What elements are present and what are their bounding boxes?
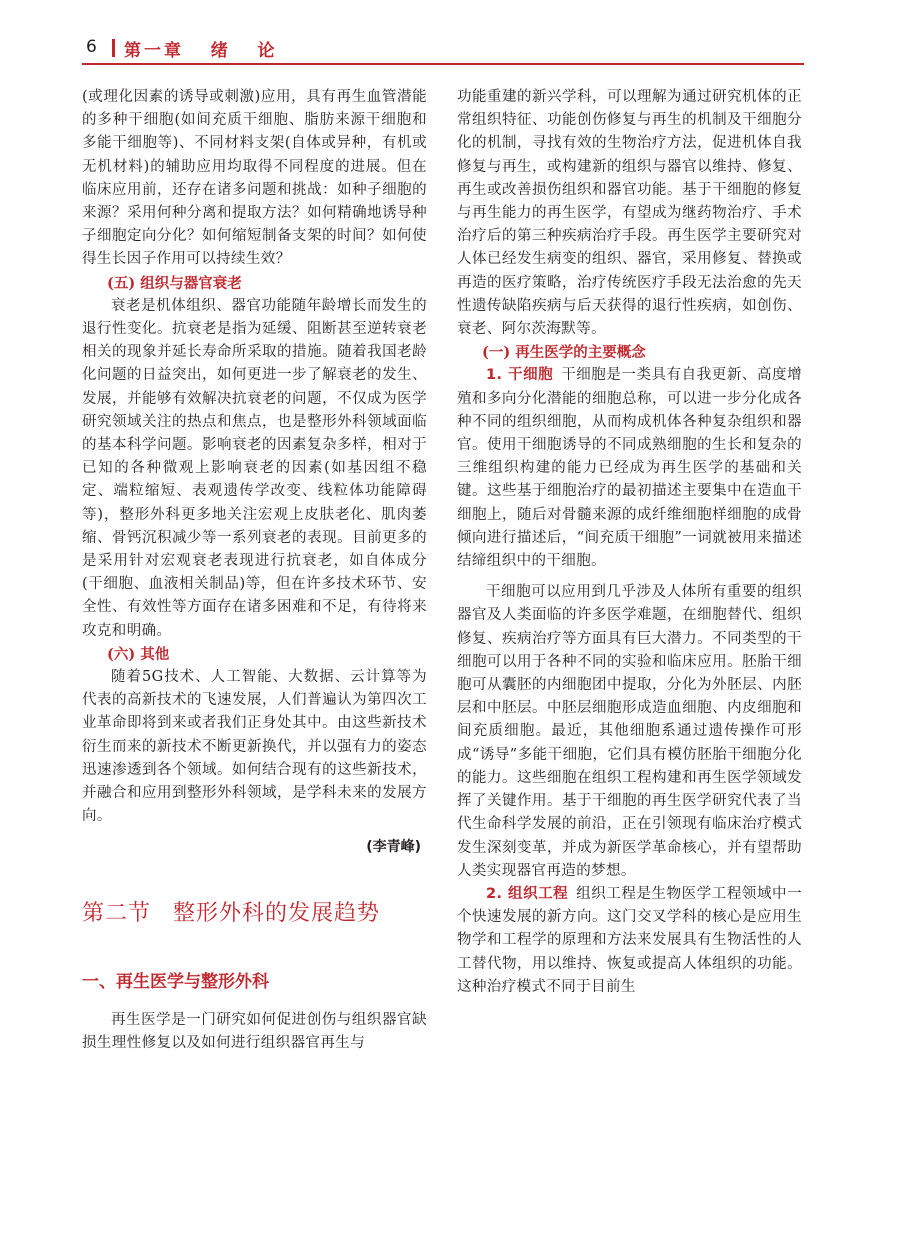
page-header xyxy=(82,30,804,66)
section-title: 整形外科的发展趋势 xyxy=(173,900,381,926)
paragraph: 随着5G技术、人工智能、大数据、云计算等为代表的高新技术的飞速发展，人们普遍认为第四次工业革命即将到来或者我们正身处其中。由这些新技术衍生而来的新技术不断更新换代，并以强有力的姿态迅速渗透到各个领域。如何结合现有的这些新技术，并融合和应用到整形外科领域，是学科未来的发展方向。 xyxy=(82,669,427,825)
subheading-main-concepts: (一) 再生医学的主要概念 xyxy=(482,344,646,362)
heading-regenerative-medicine: 一、再生医学与整形外科 xyxy=(82,971,269,992)
paragraph-text: 组织工程是生物医学工程领域中一个快速发展的新方向。这门交叉学科的核心是应用生物学和工程学的原理和方法来发展具有生物活性的人工替代物，用以维持、恢复或提高人体组织的功能。这种治疗模式不同于目前生 xyxy=(457,885,802,995)
paragraph: (或理化因素的诱导或刺激)应用，具有再生血管潜能的多种干细胞(如间充质干细胞、脂肪来源干细胞和多能干细胞等)、不同材料支架(自体或异种，有机或无机材料)的辅助应用均取得不同程度的进展。但在临床应用前，还存在诸多问题和挑战：如种子细胞的来源？采用何种分离和提取方法？如何精确地诱导种子细胞定向分化？如何缩短制备支架的时间？如何使得生长因子作用可以持续生效？ xyxy=(82,89,427,268)
header-rule xyxy=(82,63,804,65)
term-tissue-engineering: 2. 组织工程 xyxy=(486,885,569,902)
section-number: 第二节 xyxy=(82,900,152,926)
chapter-title: 第一章 绪 论 xyxy=(124,41,278,61)
page-number: 6 xyxy=(86,37,97,57)
subheading-aging: (五) 组织与器官衰老 xyxy=(107,274,242,292)
section-heading xyxy=(82,899,427,929)
paragraph-stem-cells xyxy=(457,364,802,573)
paragraph: 干细胞可以应用到几乎涉及人体所有重要的组织器官及人类面临的许多医学难题，在细胞替代、组织修复、疾病治疗等方面具有巨大潜力。不同类型的干细胞可以用于各种不同的实验和临床应用。胚胎干细胞可从囊胚的内细胞团中提取，分化为外胚层、内胚层和中胚层。中胚层细胞形成造血细胞、内皮细胞和间充质细胞。最近，其他细胞系通过遗传操作可形成“诱导”多能干细胞，它们具有模仿胚胎干细胞分化的能力。这些细胞在组织工程构建和再生医学领域发挥了关键作用。基于干细胞的再生医学研究代表了当代生命科学发展的前沿，正在引领现有临床治疗模式发生深刻变革，并成为新医学革命核心，并有望帮助人类实现器官再造的梦想。 xyxy=(457,584,802,879)
paragraph: 再生医学是一门研究如何促进创伤与组织器官缺损生理性修复以及如何进行组织器官再生与 xyxy=(82,1011,427,1051)
subheading-other: (六) 其他 xyxy=(107,645,170,663)
author-credit: (李青峰) xyxy=(366,838,421,855)
term-stem-cells: 1. 干细胞 xyxy=(486,367,554,384)
paragraph: 功能重建的新兴学科，可以理解为通过研究机体的正常组织特征、功能创伤修复与再生的机制及干细胞分化的机制，寻找有效的生物治疗方法，促进机体自我修复与再生，或构建新的组织与器官以维持、修复、再生或改善损伤组织和器官功能。基于干细胞的修复与再生能力的再生医学，有望成为继药物治疗、手术治疗后的第三种疾病治疗手段。再生医学主要研究对人体已经发生病变的组织、器官，采用修复、替换或再造的医疗策略，治疗传统医疗手段无法治愈的先天性遗传缺陷疾病与后天获得的退行性疾病，如创伤、衰老、阿尔茨海默等。 xyxy=(457,89,802,338)
header-divider-bar xyxy=(112,39,115,57)
paragraph: 衰老是机体组织、器官功能随年龄增长而发生的退行性变化。抗衰老是指为延缓、阻断甚至逆转衰老相关的现象并延长寿命所采取的措施。随着我国老龄化问题的日益突出，如何更进一步了解衰老的发生、发展，并能够有效解决抗衰老的问题，不仅成为医学研究领域关注的热点和焦点，也是整形外科领域面临的基本科学问题。影响衰老的因素复杂多样，相对于已知的各种微观上影响衰老的因素(如基因组不稳定、端粒缩短、表观遗传学改变、线粒体功能障碍等)，整形外科更多地关注宏观上皮肤老化、肌肉萎缩、骨钙沉积减少等一系列衰老的表现。目前更多的是采用针对宏观衰老表现进行抗衰老，如自体成分(干细胞、血液相关制品)等，但在许多技术环节、安全性、有效性等方面存在诸多困难和不足，有待将来攻克和明确。 xyxy=(82,297,427,639)
left-column xyxy=(82,86,427,1055)
paragraph-tissue-engineering xyxy=(457,883,802,999)
paragraph-text: 干细胞是一类具有自我更新、高度增殖和多向分化潜能的细胞总称，可以进一步分化成各种不同的组织细胞，从而构成机体各种复杂组织和器官。使用干细胞诱导的不同成熟细胞的生长和复杂的三维组织构建的能力已经成为再生医学的基础和关键。这些基于细胞治疗的最初描述主要集中在造血干细胞上，随后对骨髓来源的成纤维细胞样细胞的成骨倾向进行描述后，“间充质干细胞”一词就被用来描述结缔组织中的干细胞。 xyxy=(457,367,802,570)
right-column xyxy=(457,86,802,999)
